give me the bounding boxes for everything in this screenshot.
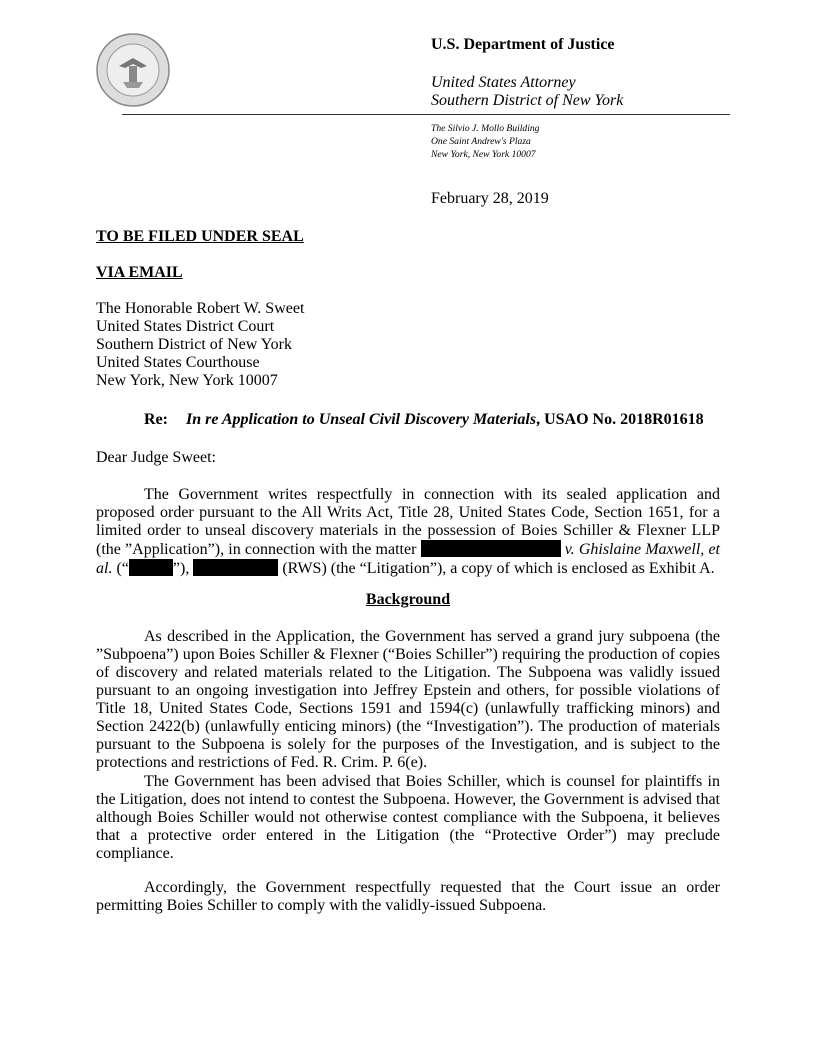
para-text: (“ <box>116 560 129 577</box>
paragraph-intro <box>96 486 720 578</box>
re-line <box>144 411 704 429</box>
address-line: New York, New York 10007 <box>431 149 536 160</box>
office-address <box>431 122 539 161</box>
office-line-1: United States Attorney <box>431 74 576 91</box>
salutation: Dear Judge Sweet: <box>96 449 216 466</box>
addressee-line: New York, New York 10007 <box>96 372 278 389</box>
redaction <box>193 559 278 576</box>
heading-background: Background <box>365 591 451 608</box>
delivery-method: VIA EMAIL <box>96 264 183 281</box>
para-text: ”), <box>172 560 194 577</box>
department-name: U.S. Department of Justice <box>431 36 615 53</box>
re-number: , USAO No. 2018R01618 <box>536 411 704 428</box>
para-text: The Government writes respectfully in connection with its sealed application and proposed order pursuant to the All Writs Act, Title 28, United States Code, Section 1651, for a limited order to unseal discovery materials in the possession of Boies Schiller & Flexner LLP (the ”Application”), in connection with the matter <box>96 486 720 558</box>
office-line-2: Southern District of New York <box>431 92 624 109</box>
letter-date: February 28, 2019 <box>431 190 549 207</box>
doj-seal-logo <box>95 32 171 108</box>
addressee-line: United States Courthouse <box>96 354 260 371</box>
filing-note: TO BE FILED UNDER SEAL <box>96 228 304 245</box>
addressee-block <box>96 300 304 390</box>
header-rule <box>122 114 730 115</box>
address-line: The Silvio J. Mollo Building <box>431 123 540 134</box>
paragraph-advised: The Government has been advised that Boies Schiller, which is counsel for plaintiffs in the Litigation, does not intend to contest the Subpoena. However, the Government is advised that although Boies Schiller would not otherwise contest compliance with the Subpoena, it believes that a protective order entered in the Litigation (the “Protective Order”) may preclude compliance. <box>96 773 720 862</box>
re-label: Re: <box>144 411 168 428</box>
redaction <box>421 540 561 557</box>
addressee-line: United States District Court <box>96 318 275 335</box>
addressee-line: Southern District of New York <box>96 336 292 353</box>
paragraph-request: Accordingly, the Government respectfully requested that the Court issue an order permitting Boies Schiller to comply with the validly-issued Subpoena. <box>96 879 720 914</box>
address-line: One Saint Andrew's Plaza <box>431 136 531 147</box>
redaction <box>129 559 173 576</box>
para-text: (RWS) (the “Litigation”), a copy of which is enclosed as Exhibit A. <box>278 560 715 577</box>
re-title: In re Application to Unseal Civil Discovery Materials <box>185 411 537 428</box>
case-name: v. Ghislaine Maxwell, et al. <box>96 541 721 577</box>
addressee-line: The Honorable Robert W. Sweet <box>96 300 305 317</box>
paragraph-subpoena: As described in the Application, the Government has served a grand jury subpoena (the ”Subpoena”) upon Boies Schiller & Flexner (“Boies Schiller”) requiring the production of copies of discovery and related materials related to the Litigation. The Subpoena was validly issued pursuant to an ongoing investigation into Jeffrey Epstein and others, for possible violations of Title 18, United States Code, Sections 1591 and 1594(c) (unlawfully trafficking minors) and Section 2422(b) (unlawfully enticing minors) (the “Investigation”). The production of materials pursuant to the Subpoena is solely for the purposes of the Investigation, and is subject to the protections and restrictions of Fed. R. Crim. P. 6(e). <box>96 628 720 771</box>
